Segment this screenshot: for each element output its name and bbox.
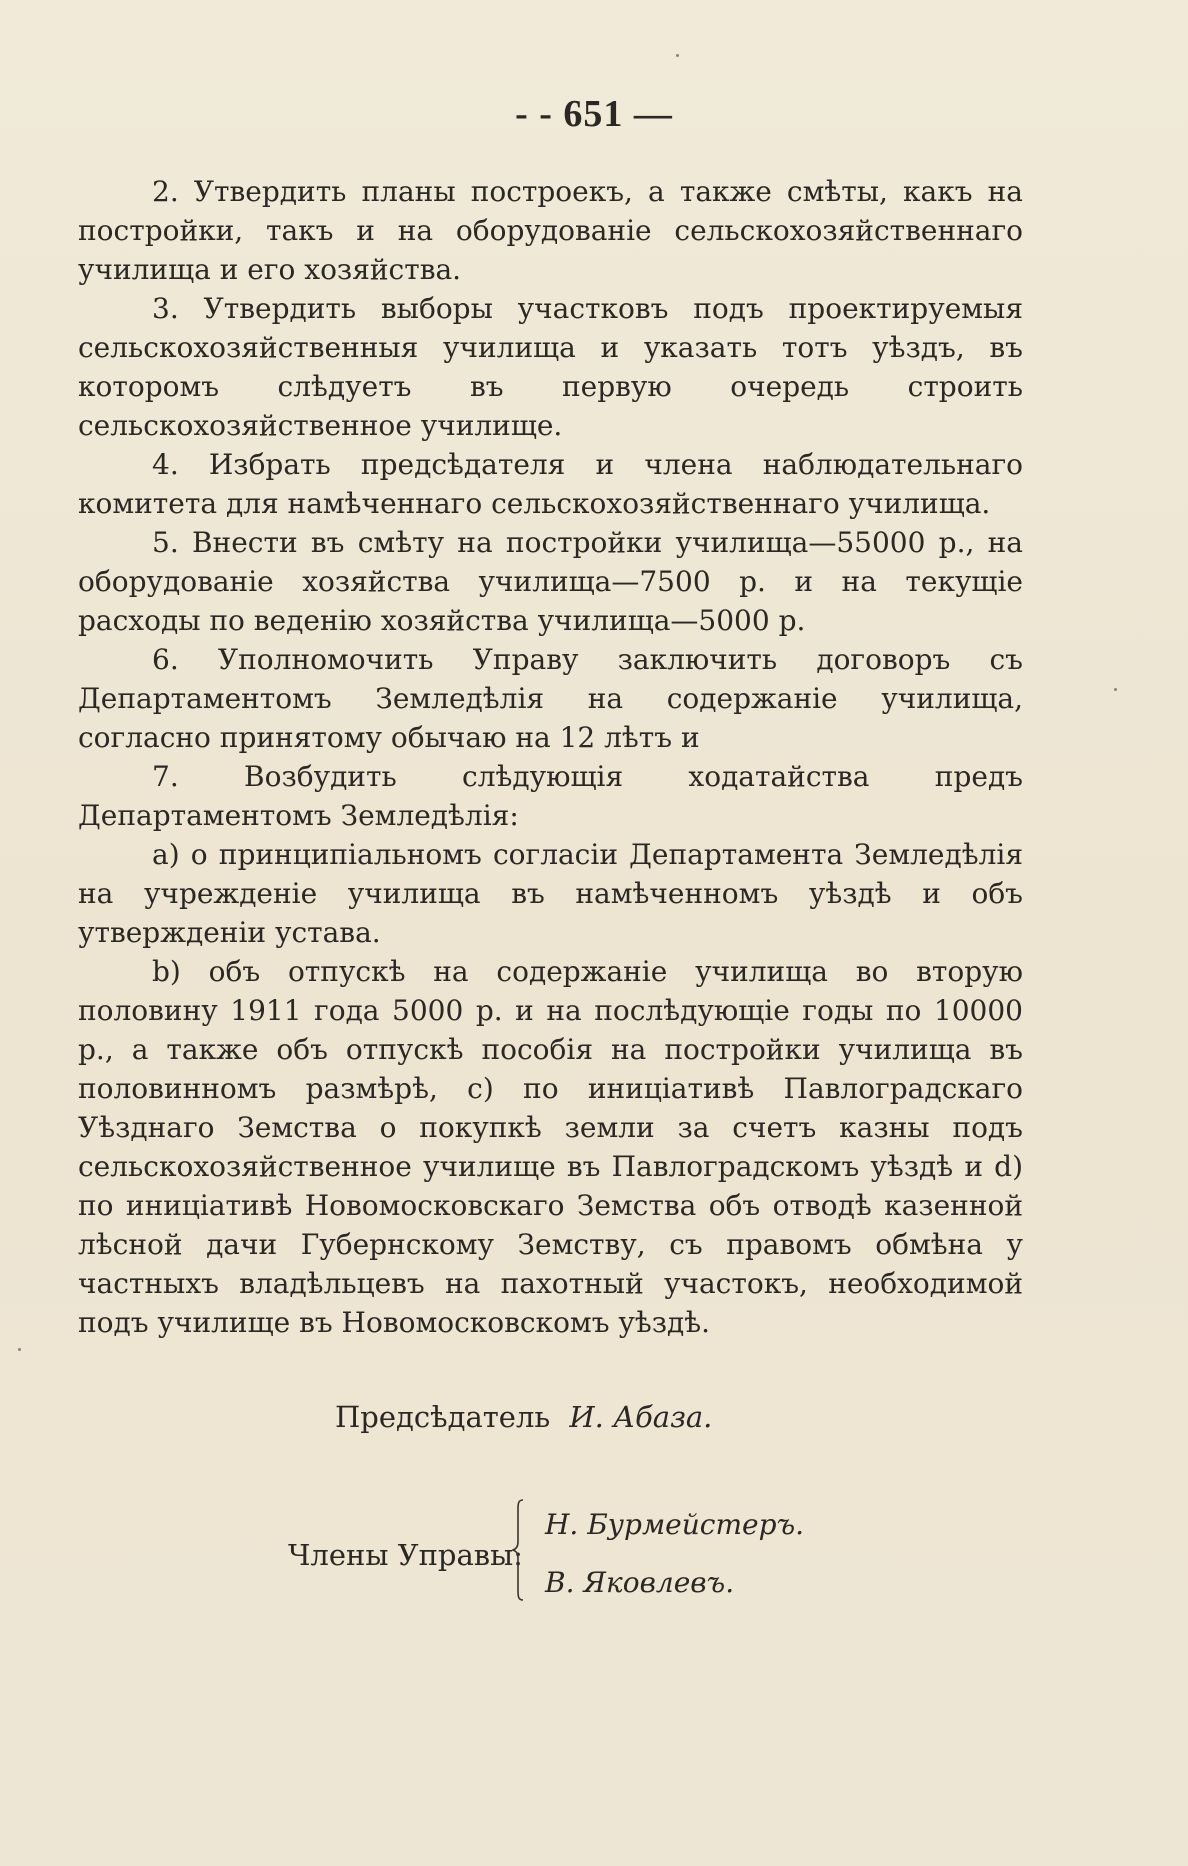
resolution-text <box>78 172 1023 1342</box>
curly-brace-icon <box>512 1498 526 1602</box>
paragraph-item-6: 6. Уполномочить Управу заключить договоръ съ Департаментомъ Земледѣлія на содержаніе училища, согласно принятому обычаю на 12 лѣтъ и <box>78 643 1023 754</box>
paragraph-item-7b: b) объ отпускѣ на содержаніе училища во вторую половину 1911 года 5000 р. и на послѣдующіе годы по 10000 р., а также объ отпускѣ пособія на постройки училища въ половинномъ размѣрѣ, с) по иниціативѣ Павлоградскаго Уѣзднаго Земства о покупкѣ земли за счетъ казны подъ сельскохозяйственное училище въ Павлоградскомъ уѣздѣ и d) по иниціативѣ Новомосковскаго Земства объ отводѣ казенной лѣсной дачи Губернскому Земству, съ правомъ обмѣна у частныхъ владѣльцевъ на пахотный участокъ, необходимой подъ училище въ Новомосковскомъ уѣздѣ. <box>78 955 1023 1339</box>
paper-speck <box>18 1348 21 1351</box>
paragraph-item-3: 3. Утвердить выборы участковъ подъ проектируемыя сельскохозяйственныя училища и указать тотъ уѣздъ, въ которомъ слѣдуетъ въ первую очередь строить сельскохозяйственное училище. <box>78 292 1023 442</box>
member-signature-2: В. Яковлевъ. <box>545 1566 735 1599</box>
chairman-title: Предсѣдатель <box>335 1400 551 1434</box>
paper-speck <box>676 54 679 57</box>
paper-speck <box>1114 688 1117 691</box>
paragraph-item-4: 4. Избрать предсѣдателя и члена наблюдательнаго комитета для намѣченнаго сельскохозяйственнаго училища. <box>78 448 1023 520</box>
member-signature-1: Н. Бурмейстеръ. <box>545 1508 805 1541</box>
paragraph-item-7a: a) о принципіальномъ согласіи Департамента Земледѣлія на учрежденіе училища въ намѣченномъ уѣздѣ и объ утвержденіи устава. <box>78 838 1023 949</box>
paragraph-item-2: 2. Утвердить планы построекъ, а также смѣты, какъ на постройки, такъ и на оборудованіе сельскохозяйственнаго училища и его хозяйства. <box>78 175 1023 286</box>
paragraph-item-7: 7. Возбудить слѣдующія ходатайства предъ Департаментомъ Земледѣлія: <box>78 760 1023 832</box>
paragraph-item-5: 5. Внести въ смѣту на постройки училища—55000 р., на оборудованіе хозяйства училища—7500 р. и на текущіе расходы по веденію хозяйства училища—5000 р. <box>78 526 1023 637</box>
chairman-name: И. Абаза. <box>569 1400 713 1434</box>
page-number: - - 651 — <box>515 93 673 135</box>
chairman-signature-line <box>335 1400 712 1434</box>
members-label: Члены Управы: <box>288 1538 523 1572</box>
